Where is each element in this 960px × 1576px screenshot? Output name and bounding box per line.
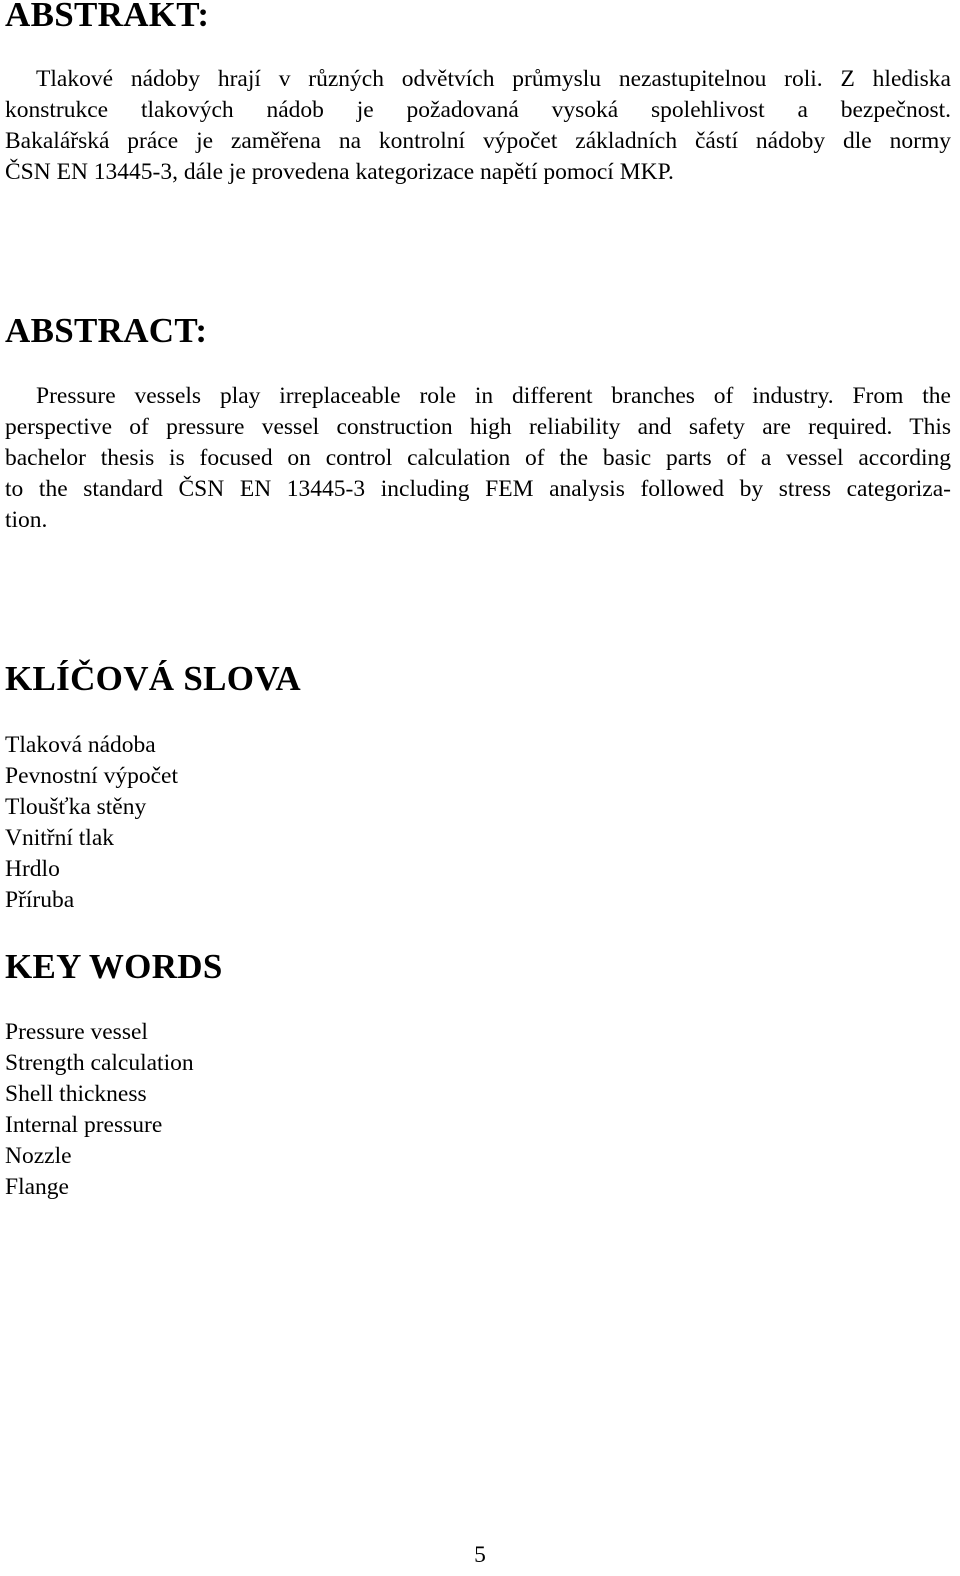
keyword-item-cz: Hrdlo (5, 856, 60, 882)
abstract-line: tion. (5, 507, 48, 533)
keyword-item-en: Pressure vessel (5, 1019, 148, 1045)
abstrakt-line: konstrukce tlakových nádob je požadovaná vysoká spolehlivost a bezpečnost. (5, 97, 951, 123)
abstrakt-line: Tlakové nádoby hrají v různých odvětvích průmyslu nezastupitelnou roli. Z hlediska (36, 66, 951, 92)
klicova-slova-heading: KLÍČOVÁ SLOVA (5, 659, 301, 698)
keyword-item-cz: Příruba (5, 887, 75, 913)
abstract-line: to the standard ČSN EN 13445-3 including FEM analysis followed by stress categoriza- (5, 476, 951, 502)
abstract-line: Pressure vessels play irreplaceable role in different branches of industry. From the (36, 383, 951, 409)
abstrakt-line: ČSN EN 13445-3, dále je provedena kategorizace napětí pomocí MKP. (5, 159, 674, 185)
abstrakt-heading: ABSTRAKT: (5, 0, 210, 34)
keyword-item-cz: Vnitřní tlak (5, 825, 114, 851)
page-number: 5 (474, 1542, 486, 1568)
keyword-item-cz: Tloušťka stěny (5, 794, 147, 820)
key-words-heading: KEY WORDS (5, 947, 223, 986)
abstract-line: perspective of pressure vessel construction high reliability and safety are required. This (5, 414, 951, 440)
abstrakt-paragraph (5, 64, 951, 188)
keyword-item-cz: Tlaková nádoba (5, 732, 156, 758)
abstract-heading: ABSTRACT: (5, 311, 208, 350)
key-words-list (5, 1017, 194, 1203)
keyword-item-cz: Pevnostní výpočet (5, 763, 178, 789)
keyword-item-en: Nozzle (5, 1143, 72, 1169)
keyword-item-en: Shell thickness (5, 1081, 147, 1107)
abstract-line: bachelor thesis is focused on control calculation of the basic parts of a vessel according (5, 445, 951, 471)
klicova-slova-list (5, 730, 178, 916)
abstrakt-line: Bakalářská práce je zaměřena na kontrolní výpočet základních částí nádoby dle normy (5, 128, 951, 154)
keyword-item-en: Internal pressure (5, 1112, 163, 1138)
abstract-paragraph (5, 381, 951, 536)
keyword-item-en: Flange (5, 1174, 69, 1200)
keyword-item-en: Strength calculation (5, 1050, 194, 1076)
